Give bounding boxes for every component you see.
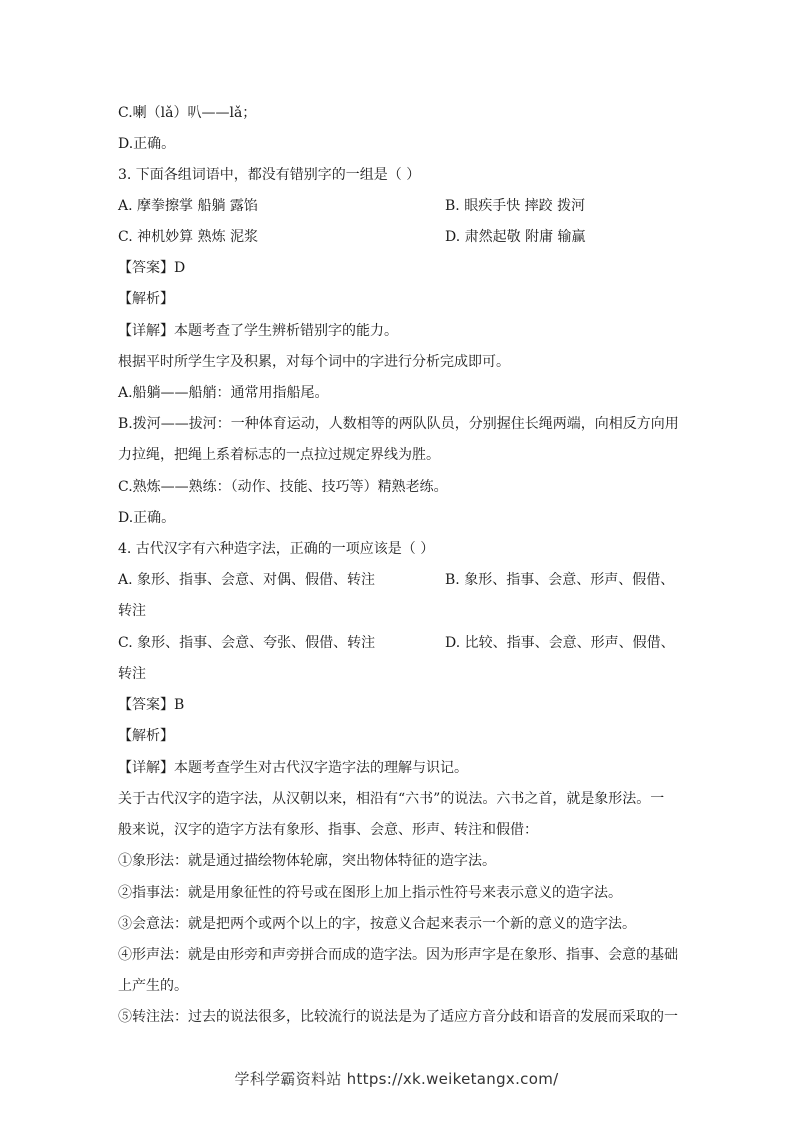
q3-explanation-d: D.正确。 xyxy=(118,510,176,526)
q4-option-d: D. 比较、指事、会意、形声、假借、 xyxy=(445,635,675,651)
option-c-note: C.喇（lǎ）叭——lǎ； xyxy=(118,105,257,121)
q3-answer: 【答案】D xyxy=(118,260,186,276)
q4-analysis-heading: 【解析】 xyxy=(118,728,174,744)
q3-option-c: C. 神机妙算 熟炼 泥浆 xyxy=(118,229,259,245)
q4-option-b-cont: 转注 xyxy=(118,603,146,619)
q4-explanation-2: 般来说，汉字的造字方法有象形、指事、会意、形声、转注和假借： xyxy=(118,822,538,838)
q4-method-3: ③会意法：就是把两个或两个以上的字，按意义合起来表示一个新的意义的造字法。 xyxy=(118,916,636,932)
q4-detail: 【详解】本题考查学生对古代汉字造字法的理解与识记。 xyxy=(118,760,468,776)
page-footer-watermark: 学科学霸资料站 https://xk.weiketangx.com/ xyxy=(234,1070,559,1088)
q4-option-a: A. 象形、指事、会意、对偶、假借、转注 xyxy=(118,572,376,588)
q4-method-1: ①象形法：就是通过描绘物体轮廓，突出物体特征的造字法。 xyxy=(118,853,496,869)
q3-analysis-heading: 【解析】 xyxy=(118,291,174,307)
q3-explanation-b: B.拨河——拔河：一种体育运动，人数相等的两队队员，分别握住长绳两端，向相反方向用 xyxy=(118,416,679,432)
q3-explanation-b-cont: 力拉绳，把绳上系着标志的一点拉过规定界线为胜。 xyxy=(118,447,440,463)
q3-option-b: B. 眼疾手快 摔跤 拨河 xyxy=(445,198,586,214)
question-3: 3. 下面各组词语中，都没有错别字的一组是（ ） xyxy=(118,167,421,183)
q4-option-c: C. 象形、指事、会意、夸张、假借、转注 xyxy=(118,635,376,651)
q4-method-5: ⑤转注法：过去的说法很多，比较流行的说法是为了适应方音分歧和语音的发展而采取的一 xyxy=(118,1009,678,1025)
option-d-note: D.正确。 xyxy=(118,136,176,152)
q3-explanation-a: A.船躺——船艄：通常用指船尾。 xyxy=(118,385,329,401)
q4-option-b: B. 象形、指事、会意、形声、假借、 xyxy=(445,572,675,588)
q3-explanation-c: C.熟炼——熟练：（动作、技能、技巧等）精熟老练。 xyxy=(118,479,448,495)
q4-explanation-1: 关于古代汉字的造字法，从汉朝以来，相沿有“六书”的说法。六书之首，就是象形法。一 xyxy=(118,791,665,807)
q4-option-d-cont: 转注 xyxy=(118,666,146,682)
q3-option-a: A. 摩拳擦掌 船躺 露馅 xyxy=(118,198,258,214)
q4-answer: 【答案】B xyxy=(118,697,185,713)
q3-detail: 【详解】本题考查了学生辨析错别字的能力。 xyxy=(118,323,398,339)
q3-option-d: D. 肃然起敬 附庸 输赢 xyxy=(445,229,586,245)
q4-method-4-cont: 上产生的。 xyxy=(118,978,188,994)
q4-method-2: ②指事法：就是用象征性的符号或在图形上加上指示性符号来表示意义的造字法。 xyxy=(118,885,622,901)
q3-explanation: 根据平时所学生字及积累，对每个词中的字进行分析完成即可。 xyxy=(118,354,510,370)
question-4: 4. 古代汉字有六种造字法，正确的一项应该是（ ） xyxy=(118,541,435,557)
q4-method-4: ④形声法：就是由形旁和声旁拼合而成的造字法。因为形声字是在象形、指事、会意的基础 xyxy=(118,947,678,963)
